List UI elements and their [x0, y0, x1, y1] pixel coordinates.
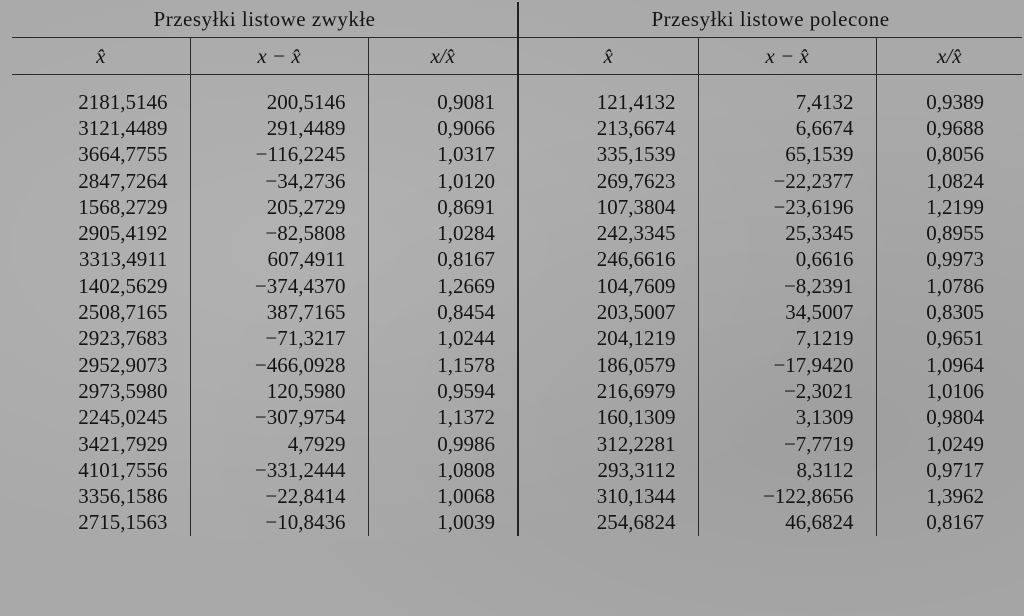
- table-cell: 1,0824: [926, 168, 985, 193]
- table-cell: 160,1309: [518, 405, 698, 431]
- table-cell: 205,2729: [190, 194, 368, 220]
- table-cell: −17,9420: [698, 352, 876, 378]
- table-cell: −331,2444: [190, 457, 368, 483]
- table-cell: 1,0106: [926, 378, 985, 403]
- table-cell: 0,9389: [926, 89, 985, 114]
- table-cell: 2952,9073: [12, 352, 190, 378]
- table-cell: 0,9081: [368, 89, 518, 115]
- table-cell: 203,5007: [518, 299, 698, 325]
- table-cell: −466,0928: [190, 352, 368, 378]
- table-row: [12, 483, 1022, 509]
- table-row: [12, 299, 1022, 325]
- table-cell: 1,1372: [368, 405, 518, 431]
- col-header-diff-left: x − x̂: [190, 38, 368, 75]
- table-cell: 2973,5980: [12, 378, 190, 404]
- table-cell: 1,0068: [368, 483, 518, 509]
- table-row: [12, 510, 1022, 536]
- table-cell: 1568,2729: [12, 194, 190, 220]
- table-cell: 200,5146: [190, 89, 368, 115]
- col-header-ratio-left: x/x̂: [368, 38, 518, 75]
- table-cell: 2923,7683: [12, 326, 190, 352]
- table-cell: 3313,4911: [12, 247, 190, 273]
- table-cell: 1,2199: [926, 194, 985, 219]
- table-cell: 213,6674: [518, 115, 698, 141]
- table-cell: 7,1219: [698, 326, 876, 352]
- table-row: [12, 378, 1022, 404]
- table-cell: 2905,4192: [12, 220, 190, 246]
- table-cell: 0,9688: [926, 115, 985, 140]
- table-cell: 0,9651: [926, 326, 985, 351]
- table-cell: 3356,1586: [12, 483, 190, 509]
- col-header-diff-right: x − x̂: [698, 38, 876, 75]
- table-cell: 4101,7556: [12, 457, 190, 483]
- spacer-row: [12, 75, 1022, 90]
- table-cell: 0,6616: [698, 247, 876, 273]
- table-row: [12, 220, 1022, 246]
- table-cell: −116,2245: [190, 142, 368, 168]
- table-cell: 0,9986: [368, 431, 518, 457]
- table-cell: 1,0317: [368, 142, 518, 168]
- table-cell: 107,3804: [518, 194, 698, 220]
- table-cell: 34,5007: [698, 299, 876, 325]
- table-row: [12, 115, 1022, 141]
- table-cell: −7,7719: [698, 431, 876, 457]
- table-cell: 1,1578: [368, 352, 518, 378]
- table-cell: 0,9804: [926, 405, 985, 430]
- table-cell: 0,9717: [926, 457, 985, 482]
- table-row: [12, 457, 1022, 483]
- table-cell: 1,2669: [368, 273, 518, 299]
- table-cell: 3,1309: [698, 405, 876, 431]
- table-cell: 186,0579: [518, 352, 698, 378]
- table-cell: 6,6674: [698, 115, 876, 141]
- table-cell: 1,0284: [368, 220, 518, 246]
- table-cell: 254,6824: [518, 510, 698, 536]
- table-cell: 0,9973: [926, 247, 985, 272]
- table-row: [12, 273, 1022, 299]
- table-cell: −71,3217: [190, 326, 368, 352]
- table-cell: 335,1539: [518, 142, 698, 168]
- table-cell: −374,4370: [190, 273, 368, 299]
- table-cell: 2847,7264: [12, 168, 190, 194]
- table-cell: 242,3345: [518, 220, 698, 246]
- col-header-xhat-right: x̂: [518, 38, 698, 75]
- table-cell: 0,8167: [368, 247, 518, 273]
- table-row: [12, 352, 1022, 378]
- col-header-ratio-right: x/x̂: [876, 38, 1022, 75]
- table-row: [12, 431, 1022, 457]
- table-cell: −8,2391: [698, 273, 876, 299]
- table-cell: 1,0808: [368, 457, 518, 483]
- table-cell: 246,6616: [518, 247, 698, 273]
- table-row: [12, 89, 1022, 115]
- table-row: [12, 142, 1022, 168]
- table-cell: 269,7623: [518, 168, 698, 194]
- table-row: [12, 405, 1022, 431]
- table-cell: −22,8414: [190, 483, 368, 509]
- table-cell: 1,0120: [368, 168, 518, 194]
- table-cell: 2181,5146: [12, 89, 190, 115]
- table-row: [12, 168, 1022, 194]
- table-cell: 0,8691: [368, 194, 518, 220]
- table-cell: 3664,7755: [12, 142, 190, 168]
- group-header-ordinary-letters: Przesyłki listowe zwykłe: [12, 2, 518, 38]
- data-table: [12, 2, 1022, 536]
- table-cell: −10,8436: [190, 510, 368, 536]
- table-cell: 312,2281: [518, 431, 698, 457]
- table-cell: −82,5808: [190, 220, 368, 246]
- table-cell: −23,6196: [698, 194, 876, 220]
- table-cell: −34,2736: [190, 168, 368, 194]
- table-body: [12, 89, 1022, 536]
- table-row: [12, 194, 1022, 220]
- table-cell: 1,0786: [926, 273, 985, 298]
- table-cell: 1,3962: [926, 484, 985, 509]
- table-cell: 0,8167: [926, 510, 985, 535]
- table-cell: 120,5980: [190, 378, 368, 404]
- table-cell: 46,6824: [698, 510, 876, 536]
- table-cell: −307,9754: [190, 405, 368, 431]
- table-cell: 7,4132: [698, 89, 876, 115]
- column-header-row: [12, 38, 1022, 75]
- table-cell: −122,8656: [698, 483, 876, 509]
- table-cell: 1,0244: [368, 326, 518, 352]
- table-cell: 0,8955: [926, 221, 985, 246]
- table-cell: 1402,5629: [12, 273, 190, 299]
- group-header-registered-letters: Przesyłki listowe polecone: [518, 2, 1022, 38]
- table-cell: 3121,4489: [12, 115, 190, 141]
- table-cell: 291,4489: [190, 115, 368, 141]
- table-cell: 204,1219: [518, 326, 698, 352]
- table-cell: 4,7929: [190, 431, 368, 457]
- table-cell: 1,0249: [926, 431, 985, 456]
- table-cell: 2715,1563: [12, 510, 190, 536]
- table-cell: 121,4132: [518, 89, 698, 115]
- group-header-row: [12, 2, 1022, 38]
- table-cell: 607,4911: [190, 247, 368, 273]
- table-cell: 3421,7929: [12, 431, 190, 457]
- table-cell: 2508,7165: [12, 299, 190, 325]
- table-row: [12, 247, 1022, 273]
- table-cell: 65,1539: [698, 142, 876, 168]
- table-cell: 1,0964: [926, 352, 985, 377]
- table-cell: 310,1344: [518, 483, 698, 509]
- table-cell: 0,9594: [368, 378, 518, 404]
- table-cell: 0,8056: [926, 142, 985, 167]
- table-cell: 0,8305: [926, 300, 985, 325]
- table-cell: 216,6979: [518, 378, 698, 404]
- table-cell: 25,3345: [698, 220, 876, 246]
- table-cell: −22,2377: [698, 168, 876, 194]
- table-cell: −2,3021: [698, 378, 876, 404]
- table-cell: 387,7165: [190, 299, 368, 325]
- table-cell: 1,0039: [368, 510, 518, 536]
- table-cell: 293,3112: [518, 457, 698, 483]
- table-cell: 0,9066: [368, 115, 518, 141]
- table-cell: 0,8454: [368, 299, 518, 325]
- table-cell: 8,3112: [698, 457, 876, 483]
- table-row: [12, 326, 1022, 352]
- table-cell: 104,7609: [518, 273, 698, 299]
- col-header-xhat-left: x̂: [12, 38, 190, 75]
- table-cell: 2245,0245: [12, 405, 190, 431]
